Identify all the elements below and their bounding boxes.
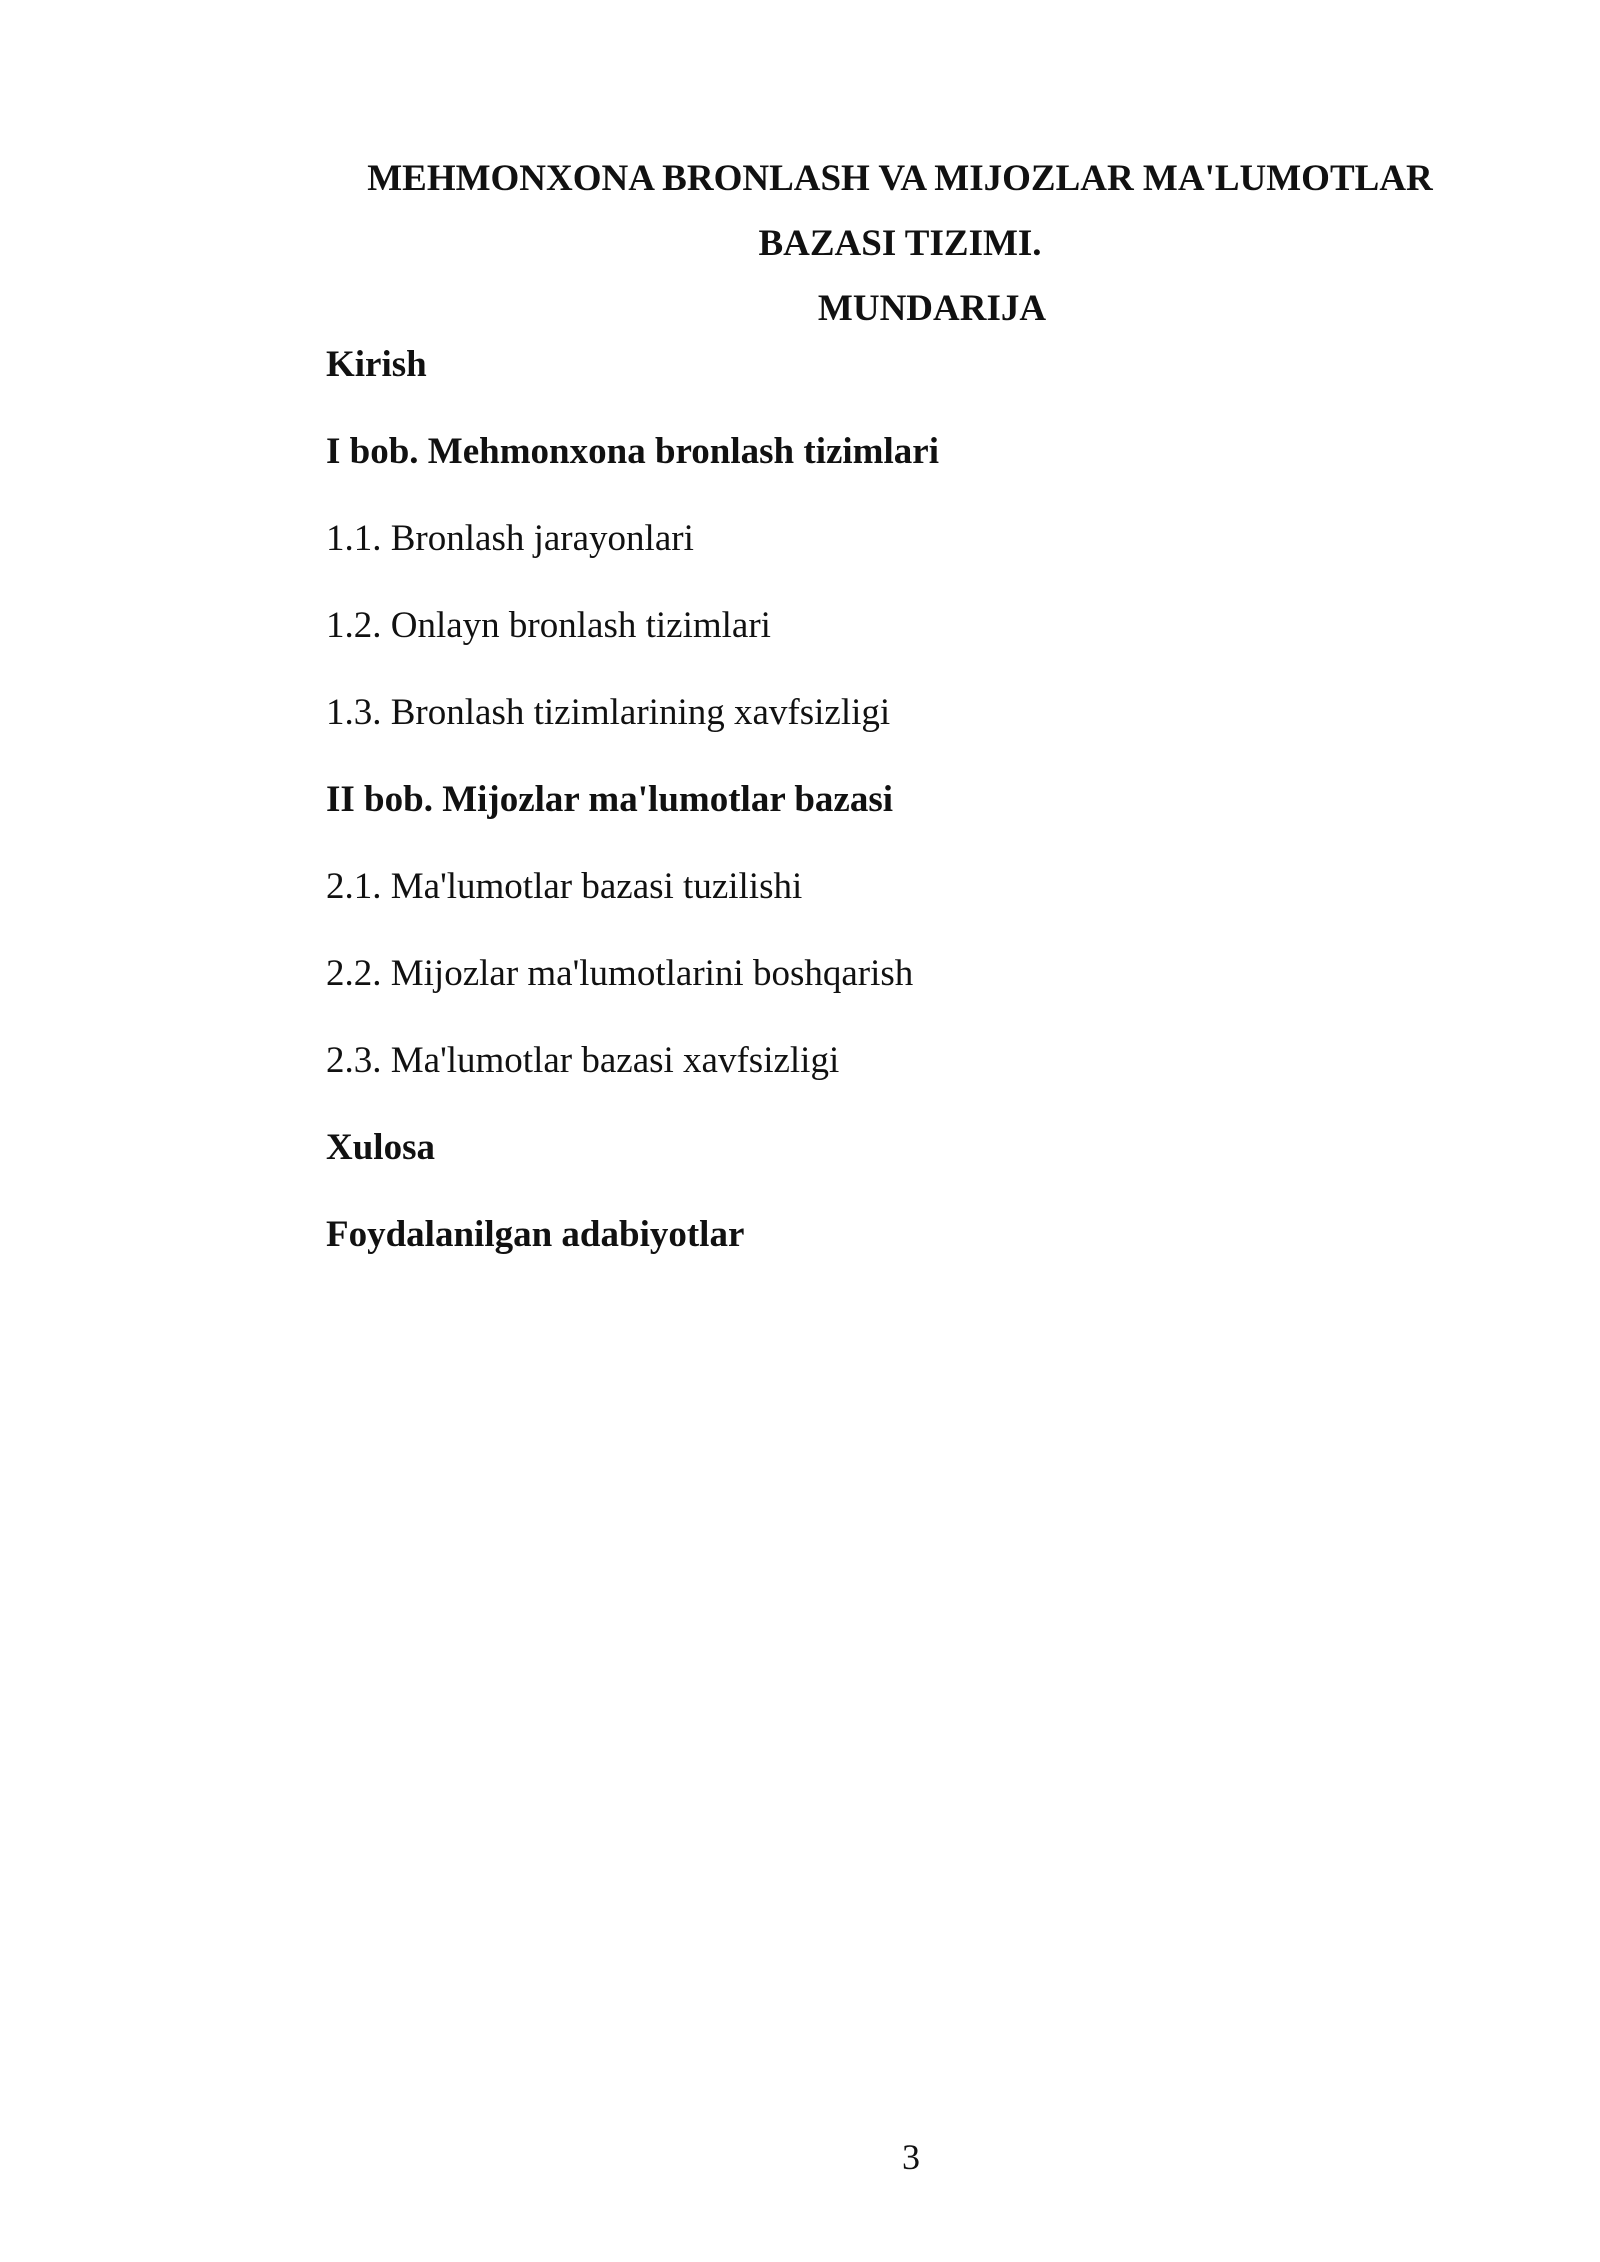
toc-item-section-1-2: 1.2. Onlayn bronlash tizimlari — [326, 605, 771, 646]
toc-item-section-1-3: 1.3. Bronlash tizimlarining xavfsizligi — [326, 692, 891, 733]
toc-item-section-1-1: 1.1. Bronlash jarayonlari — [326, 518, 694, 559]
table-of-contents — [326, 340, 1426, 1297]
toc-item-conclusion: Xulosa — [326, 1127, 435, 1168]
document-title-block — [326, 146, 1474, 341]
toc-item-section-2-3: 2.3. Ma'lumotlar bazasi xavfsizligi — [326, 1040, 840, 1081]
toc-item-references: Foydalanilgan adabiyotlar — [326, 1214, 745, 1255]
toc-item-section-2-2: 2.2. Mijozlar ma'lumotlarini boshqarish — [326, 953, 914, 994]
document-title-line-2: BAZASI TIZIMI. — [758, 223, 1042, 264]
toc-item-chapter-1: I bob. Mehmonxona bronlash tizimlari — [326, 431, 939, 472]
document-title-line-1: MEHMONXONA BRONLASH VA MIJOZLAR MA'LUMOTLAR — [367, 158, 1433, 199]
contents-heading: MUNDARIJA — [817, 288, 1047, 329]
page-number: 3 — [902, 2137, 920, 2177]
toc-item-section-2-1: 2.1. Ma'lumotlar bazasi tuzilishi — [326, 866, 803, 907]
toc-item-introduction: Kirish — [326, 344, 427, 385]
toc-item-chapter-2: II bob. Mijozlar ma'lumotlar bazasi — [326, 779, 893, 820]
